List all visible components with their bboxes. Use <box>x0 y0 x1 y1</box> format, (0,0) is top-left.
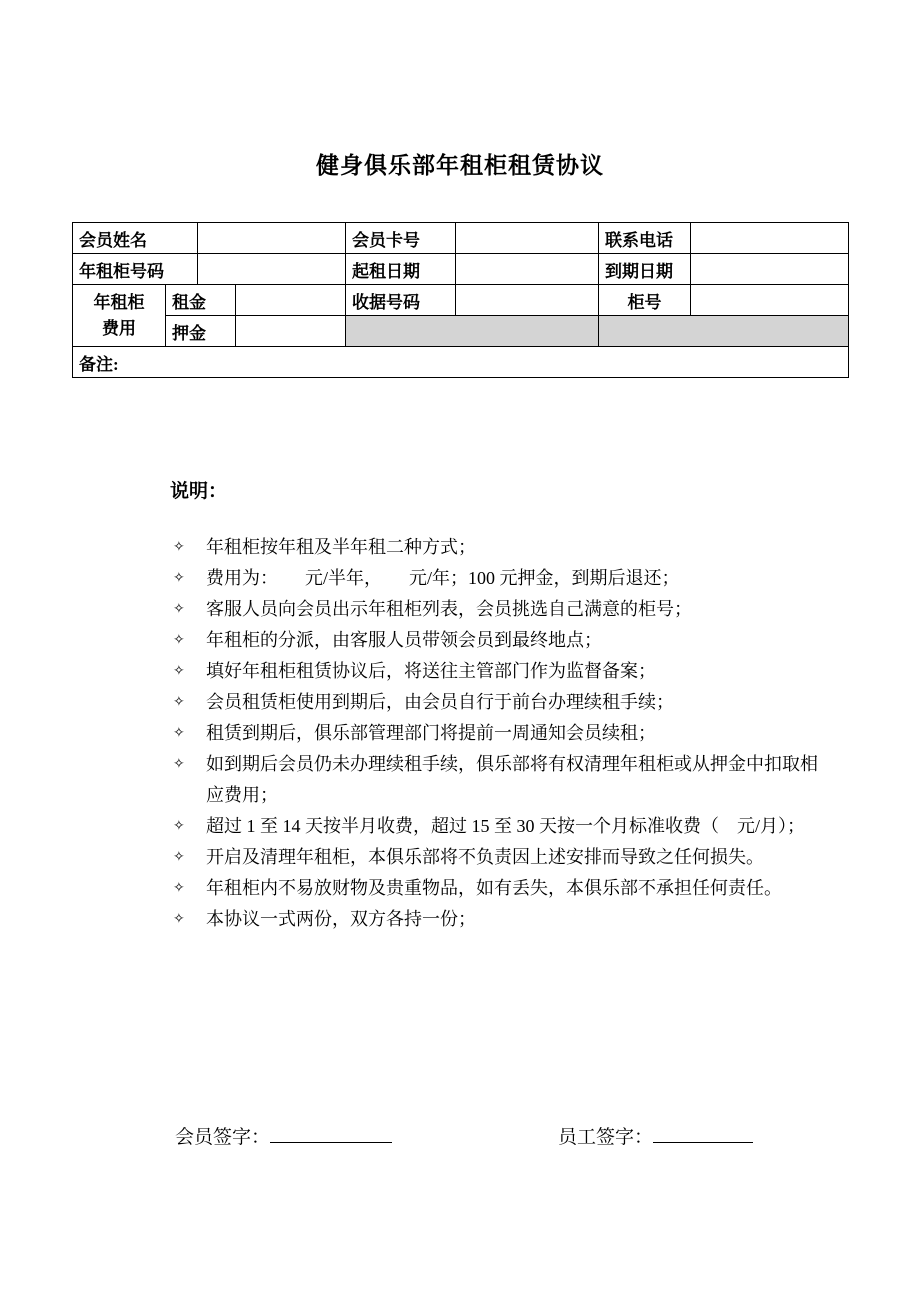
cabinet-no-value-cell[interactable] <box>691 285 849 316</box>
note-text: 超过 1 至 14 天按半月收费，超过 15 至 30 天按一个月标准收费（ 元/月）； <box>206 816 805 836</box>
diamond-bullet-icon: ✧ <box>173 633 185 648</box>
remarks-label: 备注: <box>79 354 119 374</box>
note-item <box>170 656 820 687</box>
page-title: 健身俱乐部年租柜租赁协议 <box>316 153 604 178</box>
card-no-value-cell[interactable] <box>456 223 599 254</box>
notes-list <box>170 532 820 935</box>
end-date-label: 到期日期 <box>599 254 691 285</box>
diamond-bullet-icon: ✧ <box>173 850 185 865</box>
shaded-cell-middle <box>346 316 599 347</box>
note-item <box>170 625 820 656</box>
member-name-label: 会员姓名 <box>73 223 198 254</box>
diamond-bullet-icon: ✧ <box>173 664 185 679</box>
note-text: 租赁到期后，俱乐部管理部门将提前一周通知会员续租； <box>206 723 656 743</box>
note-item <box>170 749 820 811</box>
table-row <box>73 223 849 254</box>
fee-label-line1: 年租柜 <box>93 293 145 312</box>
member-signature-label: 会员签字： <box>175 1127 271 1148</box>
end-date-value-cell[interactable] <box>691 254 849 285</box>
fee-label-line2: 费用 <box>102 318 136 338</box>
note-text: 费用为： 元/半年， 元/年；100 元押金，到期后退还； <box>206 568 680 588</box>
shaded-cell-right <box>599 316 849 347</box>
receipt-no-label: 收据号码 <box>346 285 456 316</box>
note-text: 填好年租柜租赁协议后，将送往主管部门作为监督备案； <box>206 661 656 681</box>
note-item <box>170 811 820 842</box>
note-item <box>170 563 820 594</box>
locker-no-value-cell[interactable] <box>198 254 346 285</box>
start-date-label: 起租日期 <box>346 254 456 285</box>
note-text: 年租柜的分派，由客服人员带领会员到最终地点； <box>206 630 602 650</box>
note-text: 客服人员向会员出示年租柜列表，会员挑选自己满意的柜号； <box>206 599 692 619</box>
note-item <box>170 873 820 904</box>
note-item <box>170 594 820 625</box>
locker-no-label: 年租柜号码 <box>73 254 198 285</box>
phone-label: 联系电话 <box>599 223 691 254</box>
note-text: 本协议一式两份，双方各持一份； <box>206 909 476 929</box>
cabinet-no-label: 柜号 <box>599 285 691 316</box>
remarks-cell[interactable] <box>73 347 849 378</box>
table-row <box>73 285 849 316</box>
table-row <box>73 316 849 347</box>
rent-label: 租金 <box>166 285 236 316</box>
phone-value-cell[interactable] <box>691 223 849 254</box>
note-text: 年租柜内不易放财物及贵重物品，如有丢失，本俱乐部不承担任何责任。 <box>206 878 782 898</box>
note-item <box>170 842 820 873</box>
diamond-bullet-icon: ✧ <box>173 757 185 772</box>
note-text: 年租柜按年租及半年租二种方式； <box>206 537 476 557</box>
diamond-bullet-icon: ✧ <box>173 881 185 896</box>
note-text: 如到期后会员仍未办理续租手续，俱乐部将有权清理年租柜或从押金中扣取相应费用； <box>206 754 818 805</box>
member-signature-block <box>175 1122 392 1149</box>
diamond-bullet-icon: ✧ <box>173 726 185 741</box>
staff-signature-line[interactable] <box>653 1124 753 1143</box>
staff-signature-block <box>558 1122 753 1149</box>
fee-section-label <box>73 285 166 347</box>
diamond-bullet-icon: ✧ <box>173 571 185 586</box>
diamond-bullet-icon: ✧ <box>173 912 185 927</box>
deposit-label: 押金 <box>166 316 236 347</box>
diamond-bullet-icon: ✧ <box>173 819 185 834</box>
note-item <box>170 532 820 563</box>
rent-value-cell[interactable] <box>236 285 346 316</box>
receipt-no-value-cell[interactable] <box>456 285 599 316</box>
card-no-label: 会员卡号 <box>346 223 456 254</box>
start-date-value-cell[interactable] <box>456 254 599 285</box>
note-item <box>170 687 820 718</box>
note-text: 开启及清理年租柜，本俱乐部将不负责因上述安排而导致之任何损失。 <box>206 847 764 867</box>
notes-heading: 说明： <box>170 481 228 502</box>
note-text: 会员租赁柜使用到期后，由会员自行于前台办理续租手续； <box>206 692 674 712</box>
note-item <box>170 718 820 749</box>
diamond-bullet-icon: ✧ <box>173 695 185 710</box>
staff-signature-label: 员工签字： <box>558 1127 654 1148</box>
deposit-value-cell[interactable] <box>236 316 346 347</box>
table-row <box>73 347 849 378</box>
diamond-bullet-icon: ✧ <box>173 540 185 555</box>
rental-form-table <box>72 222 849 378</box>
diamond-bullet-icon: ✧ <box>173 602 185 617</box>
member-signature-line[interactable] <box>270 1124 392 1143</box>
note-item <box>170 904 820 935</box>
member-name-value-cell[interactable] <box>198 223 346 254</box>
table-row <box>73 254 849 285</box>
